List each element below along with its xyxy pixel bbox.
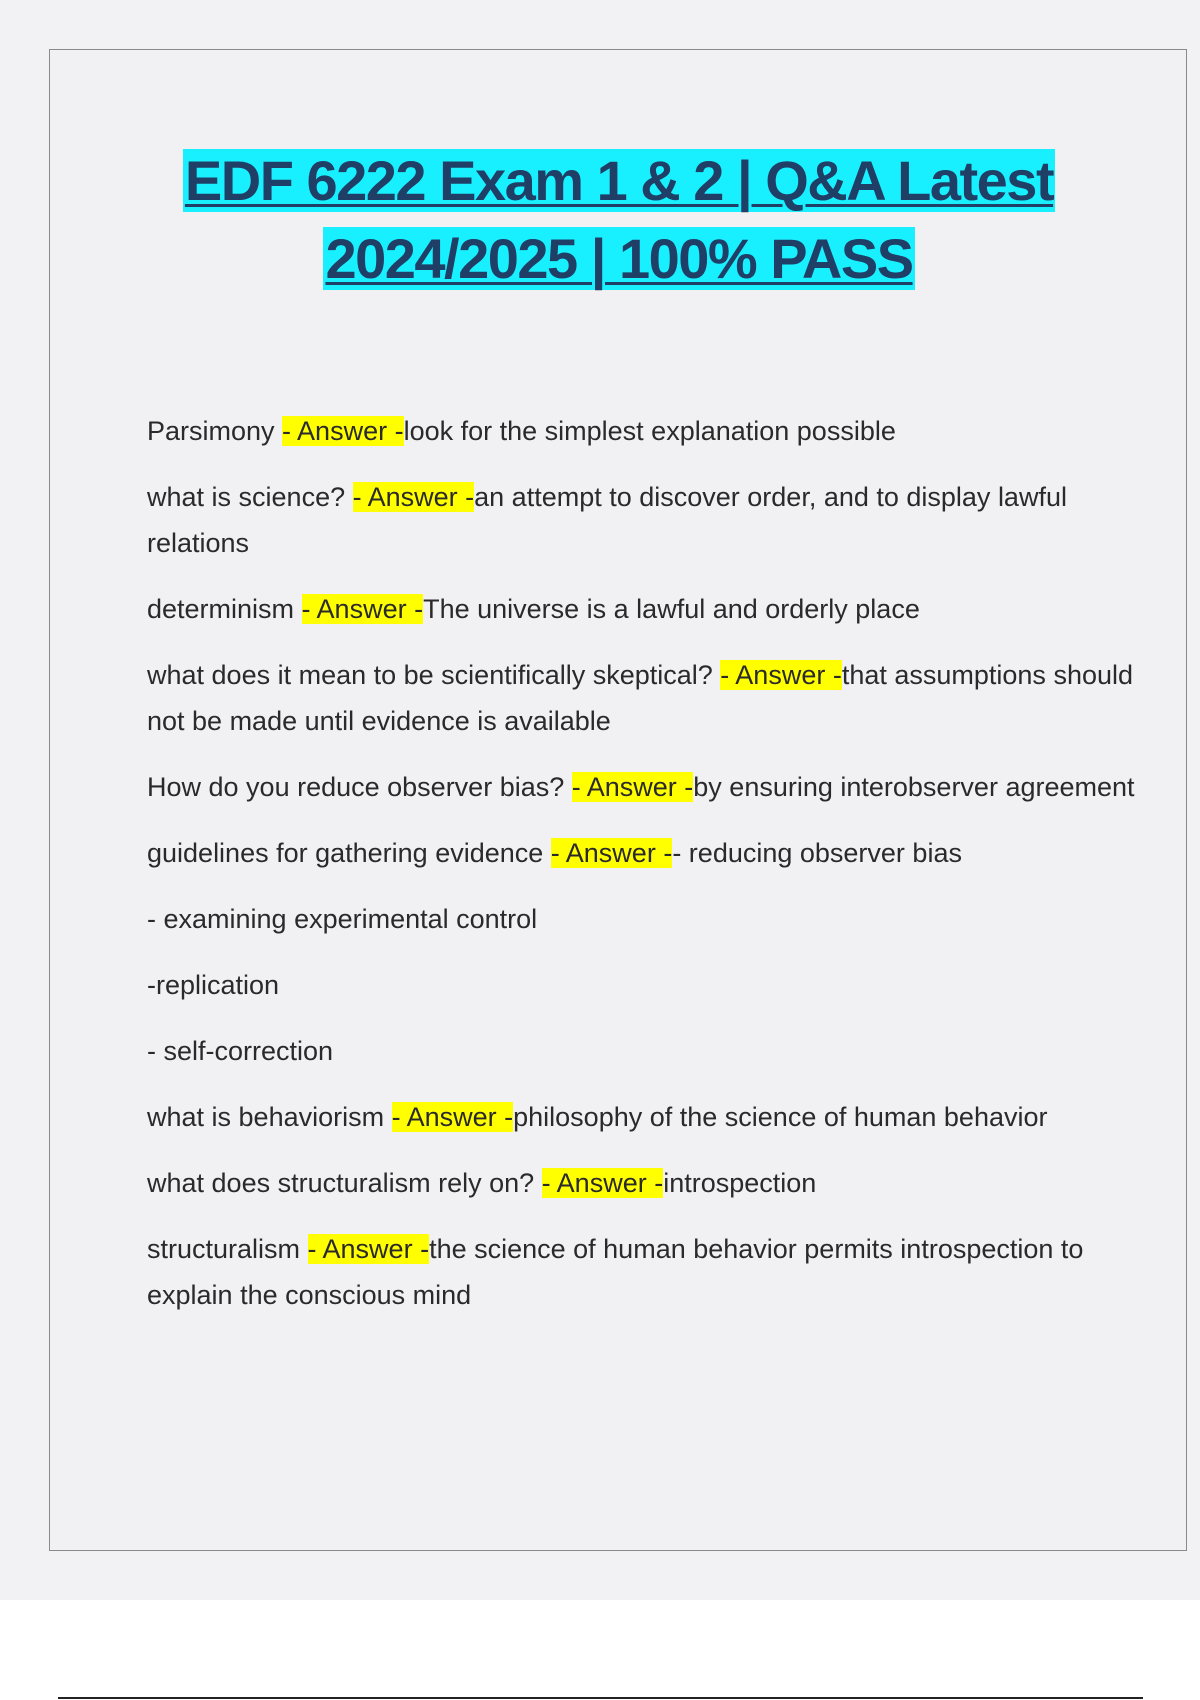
answer-tag: - Answer - [307,1234,430,1264]
question-text: guidelines for gathering evidence [147,838,551,868]
question-text: structuralism [147,1234,308,1264]
document-title [50,142,1188,298]
answer-text: introspection [663,1168,817,1198]
answer-tag: - Answer - [282,416,404,446]
answer-tag: - Answer - [352,482,475,512]
answer-text: The universe is a lawful and orderly place [423,594,920,624]
question-text: what is behaviorism [147,1102,392,1132]
qa-item [147,408,1137,454]
document-page [49,49,1187,1551]
question-text: what is science? [147,482,353,512]
answer-text: an attempt to discover order, and to display lawful relations [147,482,1067,558]
answer-tag: - Answer - [571,772,694,802]
answer-text: the science of human behavior permits introspection to explain the conscious mind [147,1234,1084,1310]
answer-tag: - Answer - [720,660,842,690]
list-line: -replication [147,970,280,1000]
question-text: what does it mean to be scientifically skeptical? [147,660,721,690]
page-bottom-margin [0,1600,1200,1700]
qa-item [147,474,1137,566]
answer-text: by ensuring interobserver agreement [693,772,1135,802]
answer-tag: - Answer - [550,838,673,868]
qa-item [147,1226,1137,1318]
question-text: Parsimony [147,416,283,446]
list-line: - examining experimental control [147,904,538,934]
answer-tag: - Answer - [541,1168,664,1198]
answer-text: philosophy of the science of human behavior [513,1102,1048,1132]
qa-item [147,1160,1137,1206]
answer-text: - reducing observer bias [672,838,962,868]
title-line-2: 2024/2025 | 100% PASS [325,227,913,290]
qa-item [147,652,1137,744]
question-text: what does structuralism rely on? [147,1168,542,1198]
qa-list [147,408,1137,1338]
qa-item [147,1094,1137,1140]
question-text: determinism [147,594,302,624]
answer-tag: - Answer - [391,1102,514,1132]
list-line: - self-correction [147,1036,334,1066]
answer-tag: - Answer - [301,594,424,624]
next-page-edge-divider [58,1697,1143,1699]
qa-item [147,586,1137,632]
answer-text: look for the simplest explanation possible [403,416,896,446]
qa-item [147,764,1137,810]
answer-text: that assumptions should not be made until evidence is available [147,660,1134,736]
qa-item [147,830,1137,876]
question-text: How do you reduce observer bias? [147,772,572,802]
title-line-1: EDF 6222 Exam 1 & 2 | Q&A Latest [184,149,1054,212]
